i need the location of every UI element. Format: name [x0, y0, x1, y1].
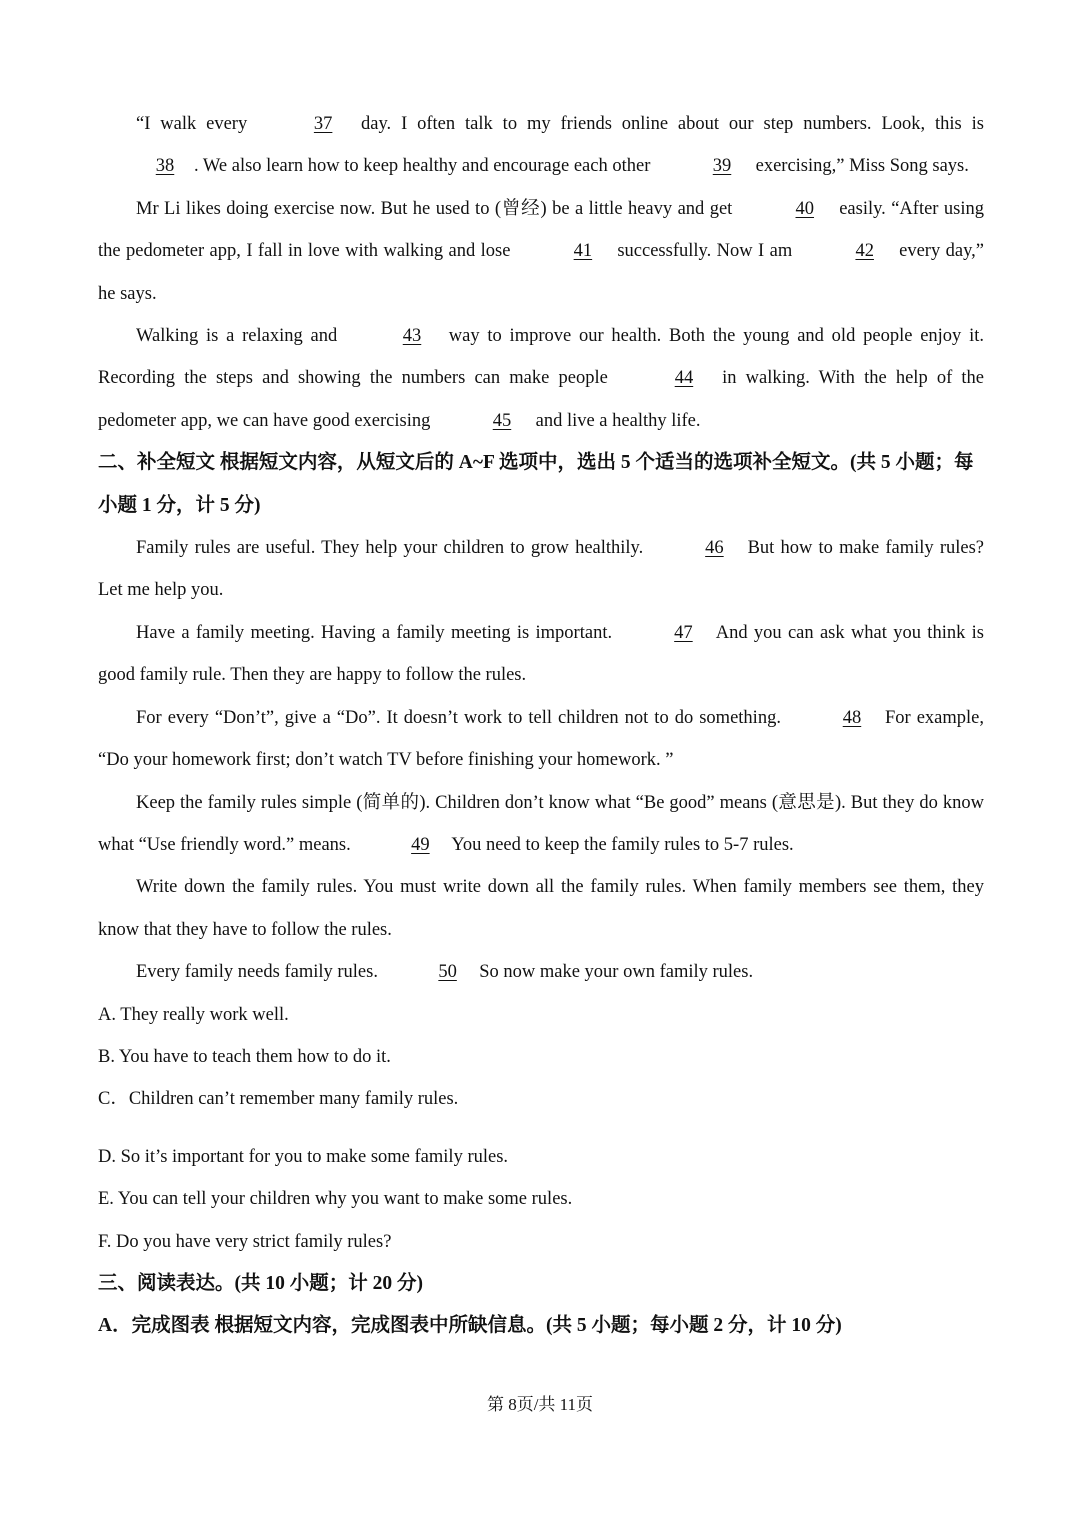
- answer-blank: 41: [573, 241, 593, 262]
- option-d: D. So it’s important for you to make some family rules.: [98, 1146, 509, 1167]
- answer-blank: 37: [313, 114, 333, 134]
- passage-paragraph: [98, 612, 984, 697]
- passage-text: For every “Don’t”, give a “Do”. It doesn’t work to tell children not to do something.: [136, 707, 787, 728]
- passage-paragraph: Write down the family rules. You must write down all the family rules. When family members see them, they know that they have to follow the rules.: [98, 877, 984, 940]
- passage-text: Walking is a relaxing and: [136, 326, 345, 347]
- passage-text: For example, “Do your homework first; don’t watch TV before finishing your homework. ”: [98, 707, 984, 771]
- passage-paragraph: [98, 315, 984, 442]
- passage-text: Keep the family rules simple (简单的). Children don’t know what “Be good” means (意思是). But they do know what “Use friendly word.” means.: [98, 792, 984, 855]
- passage-text: “I walk every: [136, 114, 258, 134]
- answer-blank: 39: [712, 156, 732, 177]
- page-number: 第 8页/共 11页: [486, 1395, 594, 1414]
- passage-text: every day,” he says.: [98, 241, 984, 304]
- option-c: C．Children can’t remember many family rules.: [98, 1089, 459, 1110]
- answer-blank: 46: [705, 538, 724, 559]
- passage-text: Every family needs family rules.: [136, 962, 383, 983]
- passage-paragraph: [98, 697, 984, 782]
- passage-paragraph: [98, 103, 984, 188]
- passage-paragraph: [98, 951, 984, 993]
- answer-blank: 45: [492, 410, 512, 431]
- passage-text: And you can ask what you think is good family rule. Then they are happy to follow the rules.: [98, 622, 984, 686]
- passage-text: successfully. Now I am: [611, 241, 798, 262]
- option-b: B. You have to teach them how to do it.: [98, 1046, 391, 1067]
- passage-paragraph: [98, 782, 984, 867]
- passage-text: Have a family meeting. Having a family meeting is important.: [136, 622, 619, 643]
- answer-blank: 38: [155, 156, 175, 177]
- answer-blank: 50: [438, 962, 457, 983]
- answer-blank: 49: [411, 834, 430, 855]
- section-heading: 三、阅读表达。(共 10 小题；计 20 分): [98, 1272, 423, 1294]
- answer-blank: 40: [795, 198, 815, 219]
- section-heading: 二、补全短文 根据短文内容，从短文后的 A~F 选项中，选出 5 个适当的选项补全短文。(共 5 小题；每小题 1 分，计 5 分): [98, 452, 974, 516]
- passage-text: and live a healthy life.: [530, 410, 701, 431]
- passage-text: exercising,” Miss Song says.: [751, 156, 969, 177]
- passage-text: Mr Li likes doing exercise now. But he used to (曾经) be a little heavy and get: [136, 198, 738, 219]
- passage-paragraph: [98, 188, 984, 315]
- answer-blank: 47: [674, 622, 693, 643]
- passage-text: . We also learn how to keep healthy and encourage each other: [194, 156, 655, 177]
- answer-blank: 44: [674, 368, 694, 389]
- option-e: E. You can tell your children why you want to make some rules.: [98, 1189, 573, 1210]
- page-content: [98, 103, 984, 1348]
- answer-blank: 43: [402, 326, 422, 347]
- passage-text: Family rules are useful. They help your children to grow healthily.: [136, 538, 650, 559]
- passage-text: way to improve our health. Both the young and old people enjoy it. Recording the steps and showing the numbers can make people: [98, 326, 984, 389]
- subsection-heading: A．完成图表 根据短文内容，完成图表中所缺信息。(共 5 小题；每小题 2 分，计 10 分): [98, 1315, 842, 1337]
- passage-text: But how to make family rules? Let me help you.: [98, 538, 984, 601]
- passage-text: You need to keep the family rules to 5-7 rules.: [447, 834, 794, 855]
- passage-text: in walking. With the help of the pedometer app, we can have good exercising: [98, 368, 985, 431]
- passage-text: So now make your own family rules.: [474, 962, 754, 983]
- option-a: A. They really work well.: [98, 1004, 289, 1025]
- answer-blank: 48: [842, 707, 862, 728]
- passage-text: day. I often talk to my friends online about our step numbers. Look, this is: [351, 114, 984, 134]
- passage-paragraph: [98, 527, 984, 612]
- answer-blank: 42: [855, 241, 874, 262]
- option-f: F. Do you have very strict family rules?: [98, 1231, 392, 1252]
- passage-text: easily. “After using the pedometer app, I fall in love with walking and lose: [98, 198, 984, 262]
